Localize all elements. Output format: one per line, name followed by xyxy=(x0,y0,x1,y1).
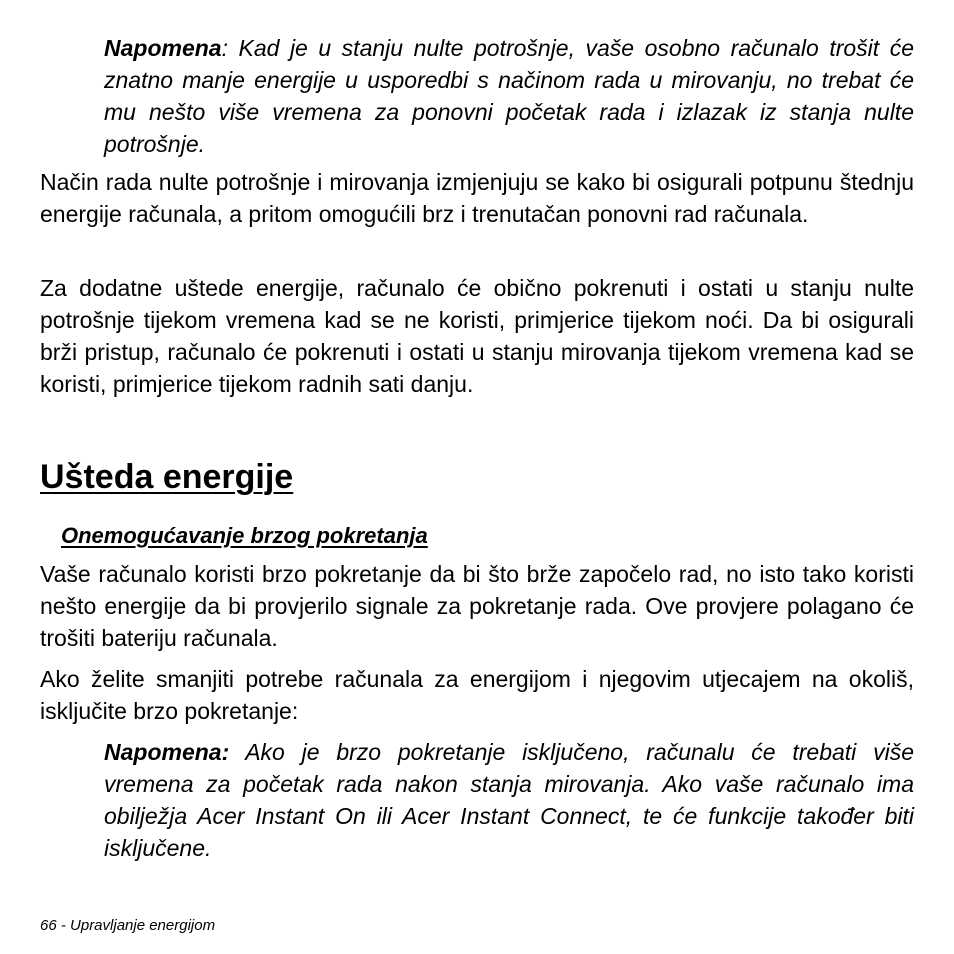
section-heading: Ušteda energije xyxy=(40,458,294,496)
note-text: : Kad je u stanju nulte potrošnje, vaše osobno računalo trošit će znatno manje energije u usporedbi s načinom rada u mirovanju, no trebat će mu nešto više vremena za ponovni početak rada i izlazak iz stanja nulte potrošnje. xyxy=(104,35,914,157)
paragraph-extra-savings: Za dodatne uštede energije, računalo će obično pokrenuti i ostati u stanju nulte potrošnje tijekom vremena kad se ne koristi, primjerice tijekom noći. Da bi osigurali brži pristup, računalo će pokrenuti i ostati u stanju mirovanja tijekom vremena kad se koristi, primjerice tijekom radnih sati danju. xyxy=(40,275,914,397)
paragraph-fast-startup: Vaše računalo koristi brzo pokretanje da bi što brže započelo rad, no isto tako koristi nešto energije da bi provjerilo signale za pokretanje rada. Ove provjere polagano će trošiti bateriju računala. xyxy=(40,561,914,651)
note-text: Ako je brzo pokretanje isključeno, računalu će trebati više vremena za početak rada nakon stanja mirovanja. Ako vaše računalo ima obilježja Acer Instant On ili Acer Instant Connect, te će funkcije također biti isključene. xyxy=(104,739,914,861)
note-bottom xyxy=(104,736,914,864)
page-footer: 66 - Upravljanje energijom xyxy=(40,917,216,934)
section-subheading: Onemogućavanje brzog pokretanja xyxy=(61,523,428,548)
paragraph-zero-power-sleep: Način rada nulte potrošnje i mirovanja izmjenjuju se kako bi osigurali potpunu štednju energije računala, a pritom omogućili brz i trenutačan ponovni rad računala. xyxy=(40,169,914,227)
note-label: Napomena xyxy=(104,35,222,61)
paragraph-disable-fast-startup: Ako želite smanjiti potrebe računala za energijom i njegovim utjecajem na okoliš, isključite brzo pokretanje: xyxy=(40,666,914,724)
note-top xyxy=(104,32,914,160)
note-label: Napomena: xyxy=(104,739,230,765)
